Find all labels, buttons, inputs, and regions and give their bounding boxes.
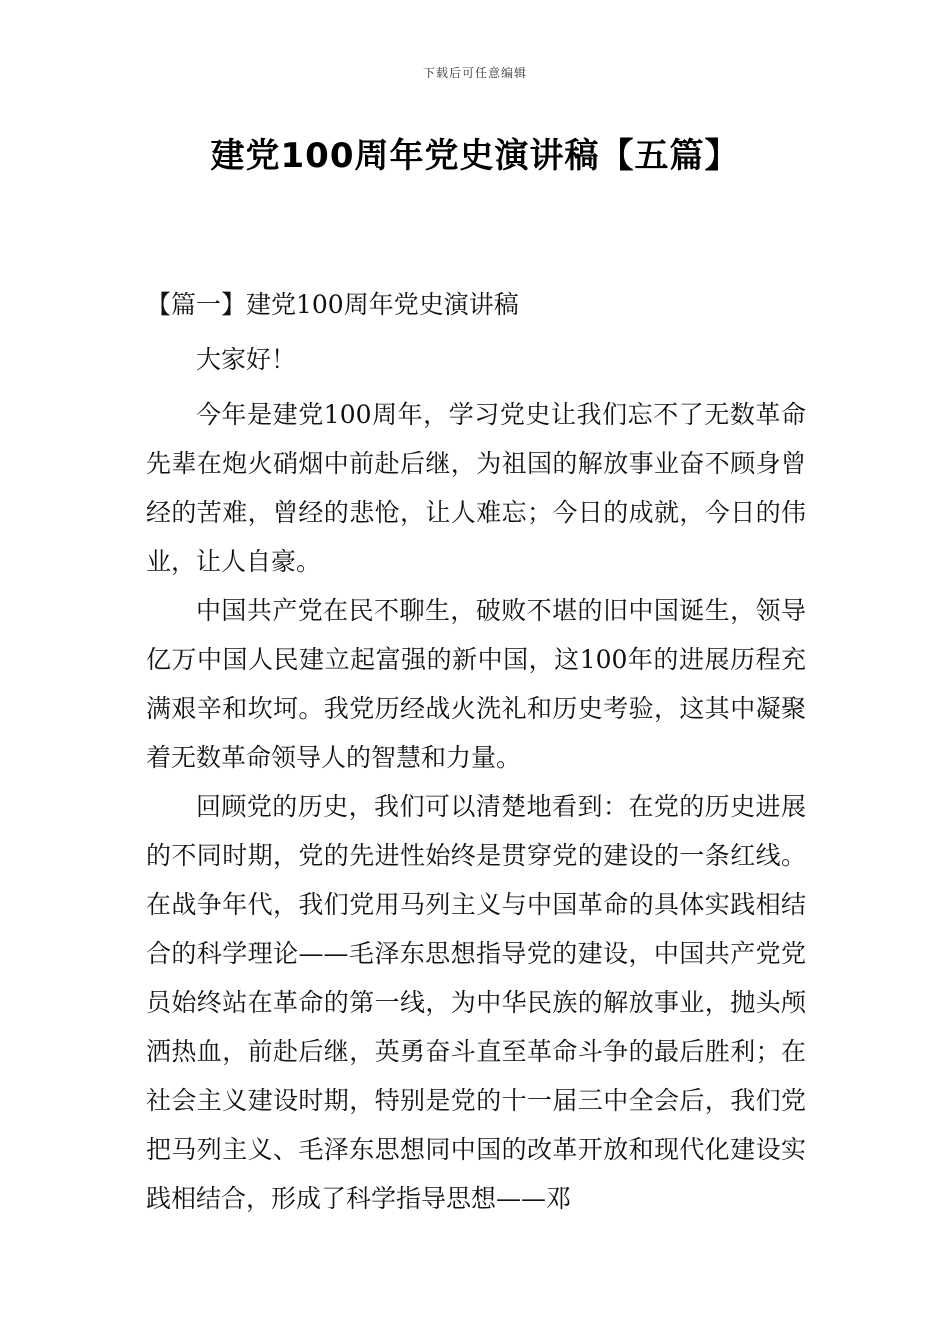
- greeting: 大家好！: [196, 345, 297, 374]
- document-title: 建党100周年党史演讲稿【五篇】: [210, 136, 740, 176]
- paragraph-3: 回顾党的历史，我们可以清楚地看到：在党的历史进展的不同时期，党的先进性始终是贯穿党的建设的一条红线。在战争年代，我们党用马列主义与中国革命的具体实践相结合的科学理论——毛泽东思想指导党的建设，中国共产党党员始终站在革命的第一线，为中华民族的解放事业，抛头颅洒热血，前赴后继，英勇奋斗直至革命斗争的最后胜利；在社会主义建设时期，特别是党的十一届三中全会后，我们党把马列主义、毛泽东思想同中国的改革开放和现代化建设实践相结合，形成了科学指导思想——邓: [146, 792, 806, 1213]
- paragraph-2: 中国共产党在民不聊生，破败不堪的旧中国诞生，领导亿万中国人民建立起富强的新中国，这100年的进展历程充满艰辛和坎坷。我党历经战火洗礼和历史考验，这其中凝聚着无数革命领导人的智慧和力量。: [146, 596, 806, 772]
- document-body: [146, 280, 806, 1223]
- header-note: 下载后可任意编辑: [422, 66, 527, 80]
- paragraph-1: 今年是建党100周年，学习党史让我们忘不了无数革命先辈在炮火硝烟中前赴后继，为祖国的解放事业奋不顾身曾经的苦难，曾经的悲怆，让人难忘；今日的成就，今日的伟业，让人自豪。: [146, 400, 806, 576]
- section-heading: 【篇一】建党100周年党史演讲稿: [146, 290, 519, 319]
